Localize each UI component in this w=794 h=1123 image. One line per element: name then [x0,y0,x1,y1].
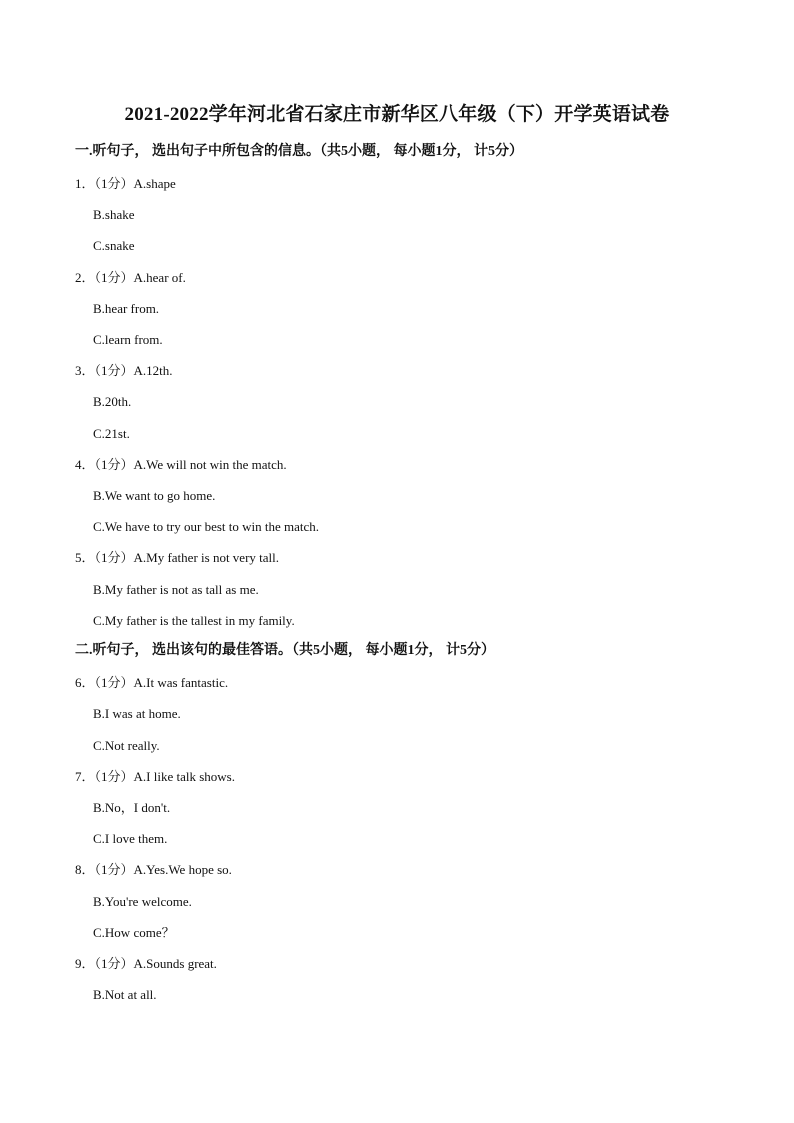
question-prefix: 3．（1分） [75,363,134,378]
question-2 [75,268,186,288]
question-8 [75,860,232,880]
question-prefix: 9．（1分） [75,956,134,971]
question-6 [75,673,228,693]
option-a: A.hear of. [133,270,186,285]
option-b: B.Not at all. [93,987,157,1002]
option-c: C.Not really. [93,738,160,753]
question-prefix: 7．（1分） [75,769,134,784]
page-title: 2021-2022学年河北省石家庄市新华区八年级（下）开学英语试卷 [124,104,670,125]
option-b: B.hear from. [93,301,160,316]
option-b: B.We want to go home. [93,488,216,503]
option-b: B.20th. [93,394,132,409]
question-prefix: 8．（1分） [75,862,134,877]
option-c: C.learn from. [93,332,163,347]
question-9 [75,954,217,974]
option-a: A.My father is not very tall. [133,550,280,565]
question-4 [75,455,287,475]
option-c: C.21st. [93,426,130,441]
option-c: C.My father is the tallest in my family. [93,613,295,628]
question-1 [75,174,176,194]
section-heading: 一.听句子， 选出句子中所包含的信息。（共5小题， 每小题1分， 计5分） [75,144,523,159]
option-a: A.I like talk shows. [133,769,235,784]
option-c: C.snake [93,238,135,253]
question-3 [75,361,173,381]
question-prefix: 6．（1分） [75,675,134,690]
option-a: A.12th. [133,363,173,378]
option-a: A.Sounds great. [133,956,217,971]
question-prefix: 5．（1分） [75,550,134,565]
question-prefix: 2．（1分） [75,270,134,285]
option-c: C.I love them. [93,831,168,846]
question-prefix: 4．（1分） [75,457,134,472]
option-b: B.shake [93,207,135,222]
option-b: B.I was at home. [93,706,181,721]
option-b: B.No，I don't. [93,800,171,815]
option-a: A.We will not win the match. [133,457,287,472]
option-b: B.My father is not as tall as me. [93,582,259,597]
section-heading: 二.听句子， 选出该句的最佳答语。（共5小题， 每小题1分， 计5分） [75,643,495,658]
option-b: B.You're welcome. [93,894,192,909]
option-a: A.Yes.We hope so. [133,862,232,877]
question-5 [75,548,279,568]
option-c: C.How come？ [93,925,175,940]
option-a: A.shape [133,176,176,191]
question-7 [75,767,235,787]
question-prefix: 1．（1分） [75,176,134,191]
option-a: A.It was fantastic. [133,675,229,690]
option-c: C.We have to try our best to win the match. [93,519,320,534]
